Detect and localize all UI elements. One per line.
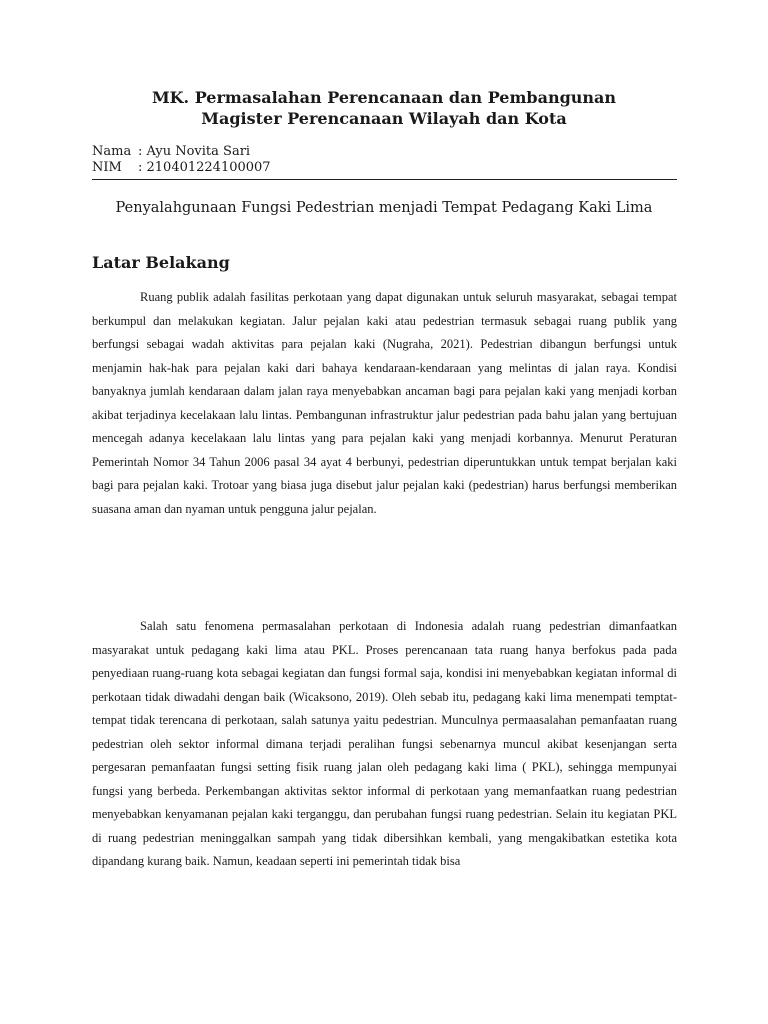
paragraph-2: Salah satu fenomena permasalahan perkotaan di Indonesia adalah ruang pedestrian dimanfaatkan masyarakat untuk pedagang kaki lima atau PKL. Proses perencanaan tata ruang hanya berfokus pada pada penyediaan ruang-ruang kota sebagai kegiatan dan fungsi formal saja, kondisi ini menyebabkan kegiatan informal di perkotaan tidak diwadahi dengan baik (Wicaksono, 2019). Oleh sebab itu, pedagang kaki lima menempati temptat-tempat tidak terencana di perkotaan, salah satunya yaitu pedestrian. Munculnya permaasalahan pemanfaatan ruang pedestrian oleh sektor informal dimana terjadi peralihan fungsi sebenarnya muncul akibat kesenjangan serta pergesaran pemanfaatan fungsi setting fisik ruang jalan oleh pedagang kaki lima ( PKL), sehingga mempunyai fungsi yang berbeda. Perkembangan aktivitas sektor informal di perkotaan yang memanfaatkan ruang pedestrian menyebabkan kenyamanan pejalan kaki terganggu, dan perubahan fungsi ruang pedestrian. Selain itu kegiatan PKL di ruang pedestrian meninggalkan sampah yang tidak dibersihkan kembali, yang mengakibatkan estetika kota dipandang kurang baik. Namun, keadaan seperti ini pemerintah tidak bisa	[92, 619, 677, 868]
paragraph-1: Ruang publik adalah fasilitas perkotaan yang dapat digunakan untuk seluruh masyarakat, sebagai tempat berkumpul dan melakukan kegiatan. Jalur pejalan kaki atau pedestrian termasuk sebagai ruang publik yang berfungsi sebagai wadah aktivitas para pejalan kaki (Nugraha, 2021). Pedestrian dibangun berfungsi untuk menjamin hak-hak para pejalan kaki dari bahaya kendaraan-kendaraan yang melintas di jalan raya. Kondisi banyaknya jumlah kendaraan dalam jalan raya menyebabkan ancaman bagi para pejalan kaki yang menjadi korban akibat terjadinya kecelakaan lalu lintas. Pembangunan infrastruktur jalur pedestrian pada bahu jalan yang bertujuan mencegah adanya kecelakaan lalu lintas yang para pejalan kaki yang menjadi korbannya. Menurut Peraturan Pemerintah Nomor 34 Tahun 2006 pasal 34 ayat 4 berbunyi, pedestrian diperuntukkan untuk tempat berjalan kaki bagi para pejalan kaki. Trotoar yang biasa juga disebut jalur pejalan kaki (pedestrian) harus berfungsi memberikan suasana aman dan nyaman untuk pengguna jalur pejalan.	[92, 290, 677, 516]
section-heading: Latar Belakang	[92, 253, 230, 272]
header-divider	[92, 179, 677, 180]
program-title: Magister Perencanaan Wilayah dan Kota	[201, 109, 567, 128]
student-nim-row	[92, 160, 271, 176]
name-value: : Ayu Novita Sari	[138, 144, 251, 159]
course-title: MK. Permasalahan Perencanaan dan Pembangunan	[151, 88, 617, 107]
nim-value: : 210401224100007	[138, 160, 271, 175]
nim-label: NIM	[92, 160, 122, 175]
student-name-row	[92, 144, 250, 160]
document-title: Penyalahgunaan Fungsi Pedestrian menjadi Tempat Pedagang Kaki Lima	[115, 200, 653, 216]
name-label: Nama	[92, 144, 132, 159]
